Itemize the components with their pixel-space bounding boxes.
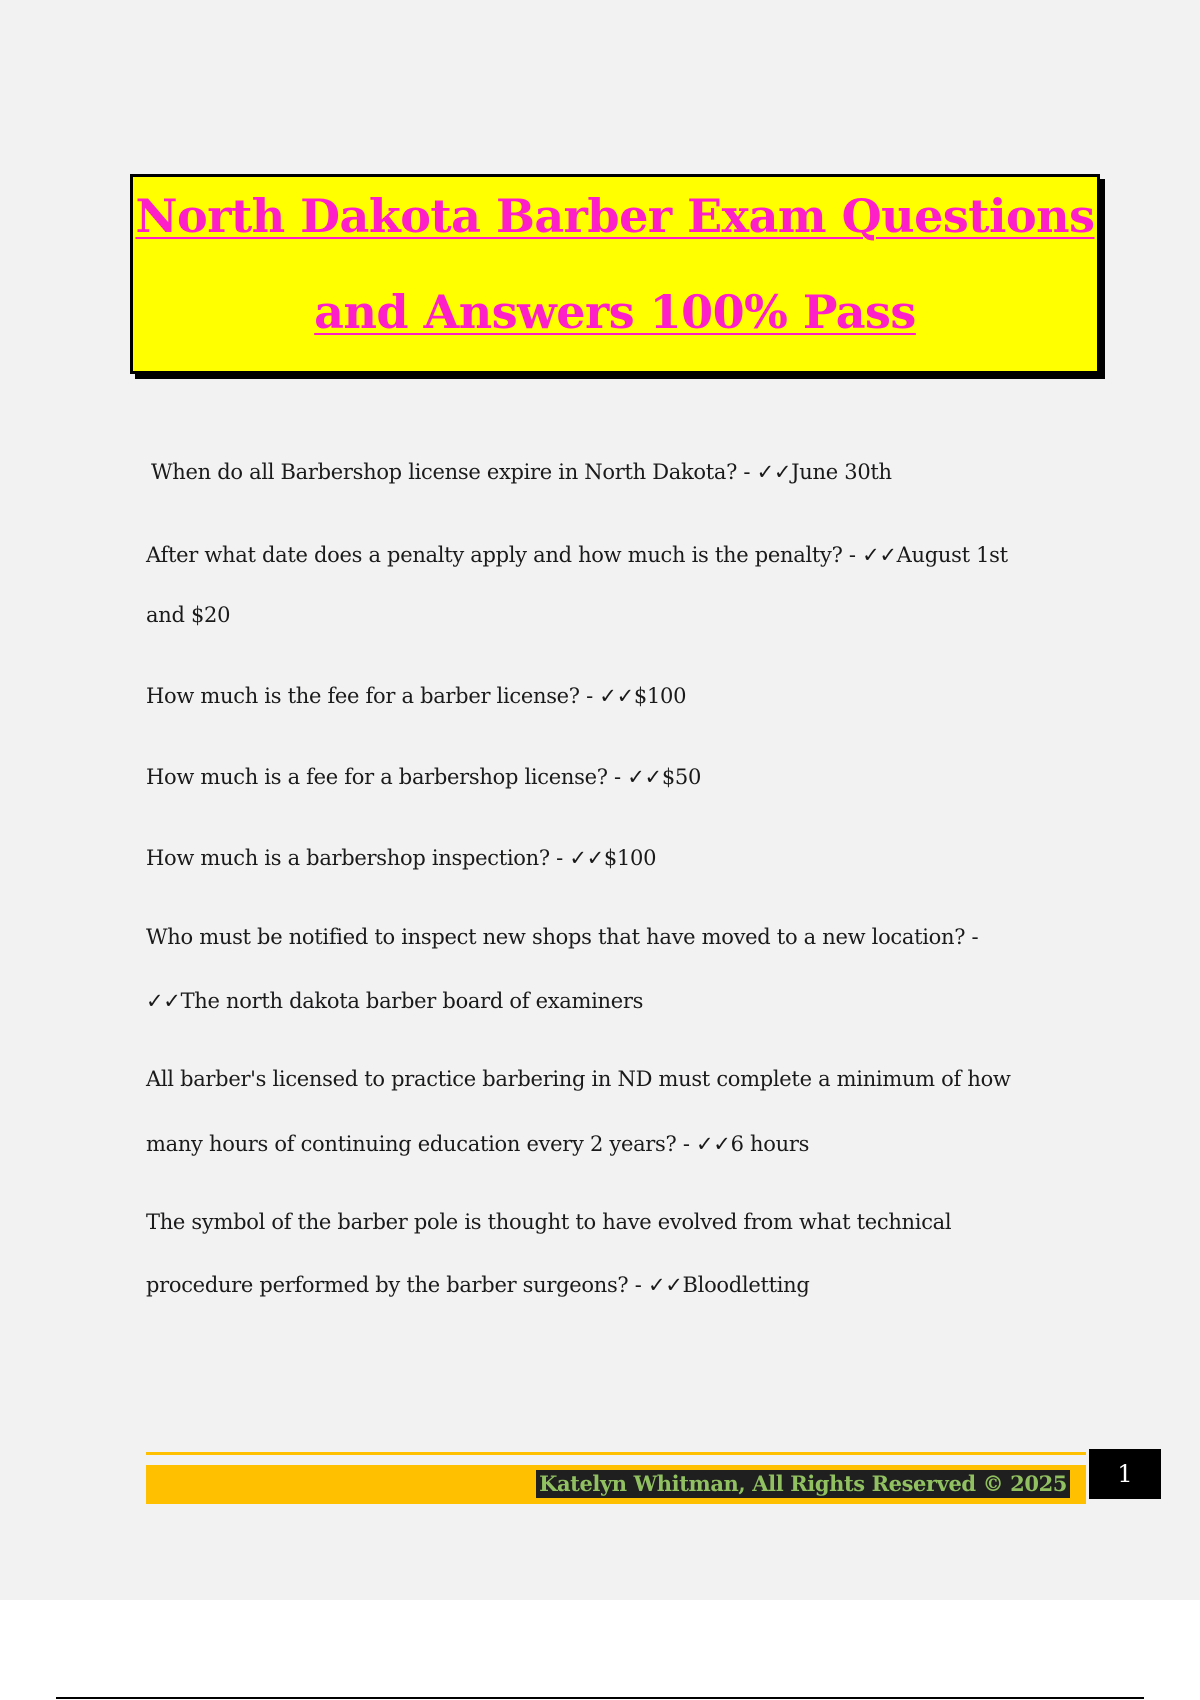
qa-line: How much is a fee for a barbershop license? - ✓✓$50 xyxy=(146,765,702,789)
title-box xyxy=(130,174,1100,374)
qa-line: After what date does a penalty apply and how much is the penalty? - ✓✓August 1st xyxy=(146,543,1008,567)
footer-rule xyxy=(146,1452,1086,1455)
footer-bar xyxy=(146,1465,1086,1504)
qa-line: All barber's licensed to practice barbering in ND must complete a minimum of how xyxy=(146,1067,1011,1091)
bottom-divider xyxy=(56,1697,1144,1699)
qa-line: The symbol of the barber pole is thought to have evolved from what technical xyxy=(146,1210,952,1234)
title-line-2: and Answers 100% Pass xyxy=(314,285,916,339)
qa-line: When do all Barbershop license expire in North Dakota? - ✓✓June 30th xyxy=(151,460,892,484)
qa-line: How much is the fee for a barber license? - ✓✓$100 xyxy=(146,684,687,708)
page-number: 1 xyxy=(1089,1449,1161,1499)
title-line-1: North Dakota Barber Exam Questions xyxy=(135,189,1095,243)
qa-line: ✓✓The north dakota barber board of examiners xyxy=(146,989,644,1013)
qa-line: How much is a barbershop inspection? - ✓✓$100 xyxy=(146,846,657,870)
qa-line: and $20 xyxy=(146,603,231,627)
qa-line: many hours of continuing education every 2 years? - ✓✓6 hours xyxy=(146,1132,810,1156)
qa-line: Who must be notified to inspect new shops that have moved to a new location? - xyxy=(146,925,979,949)
qa-line: procedure performed by the barber surgeons? - ✓✓Bloodletting xyxy=(146,1273,810,1297)
footer-copyright: Katelyn Whitman, All Rights Reserved © 2025 xyxy=(536,1470,1070,1498)
